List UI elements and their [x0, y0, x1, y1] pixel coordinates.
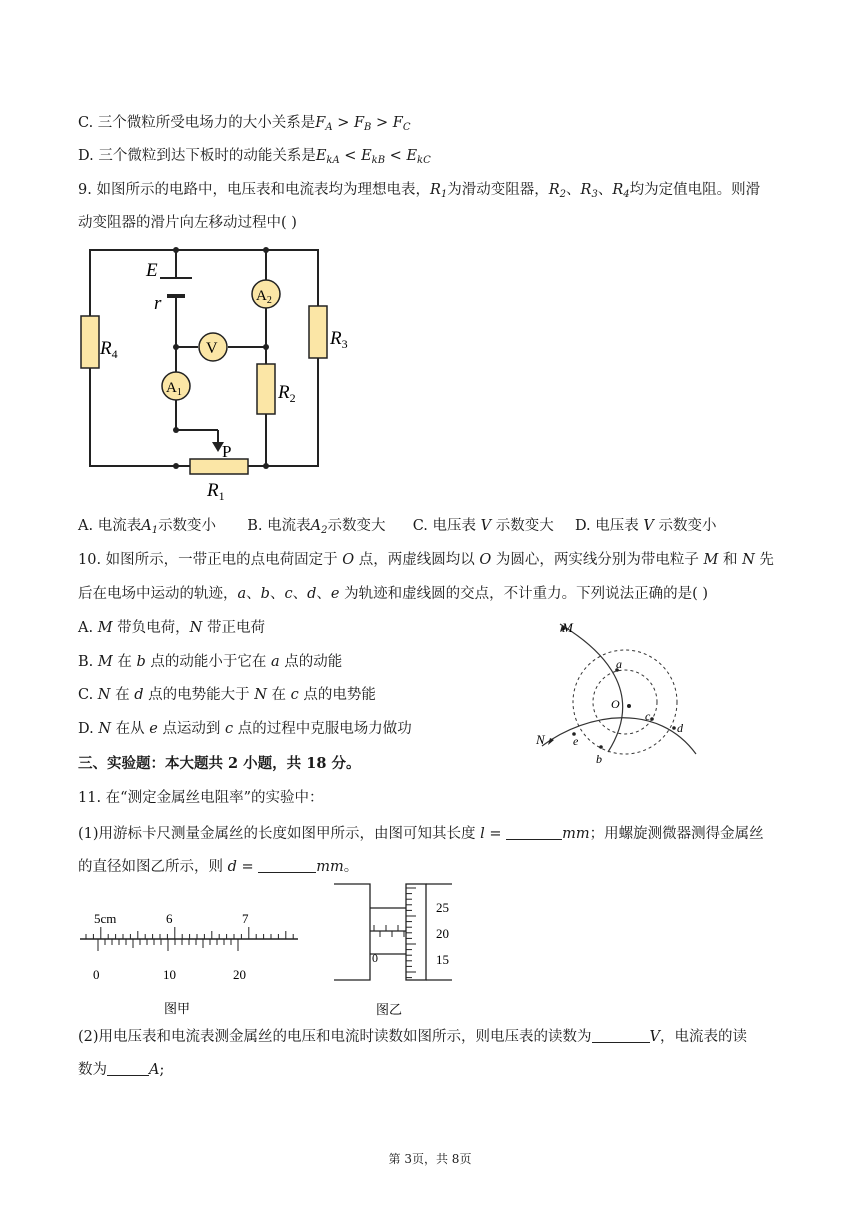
- a2-label: $A_2$: [256, 288, 272, 306]
- q8-option-c: C. 三个微粒所受电场力的大小关系是$F_A > F_B > F_C$: [78, 115, 411, 133]
- svg-text:e: e: [573, 734, 579, 748]
- svg-text:a: a: [616, 657, 622, 671]
- svg-text:c: c: [645, 709, 651, 723]
- q11-part2-line2: 数为 A;: [78, 1062, 165, 1078]
- trajectory-n: [542, 718, 696, 754]
- current-answer-blank[interactable]: [107, 1061, 149, 1076]
- svg-text:15: 15: [436, 952, 449, 967]
- r2-label: $R_2$: [278, 382, 296, 405]
- q8-option-d: D. 三个微粒到达下板时的动能关系是$E_{kA} < E_{kB} < E_{kC}$: [78, 148, 431, 166]
- svg-text:O: O: [611, 697, 620, 711]
- r3-label: $R_3$: [330, 328, 348, 351]
- q9-circuit-diagram: [78, 240, 348, 505]
- a1-label: $A_1$: [166, 380, 182, 398]
- trajectory-m: [560, 624, 623, 752]
- q10-option-c: C. N 在 d 点的电势能大于 N 在 c 点的电势能: [78, 687, 376, 703]
- length-answer-blank[interactable]: [506, 825, 562, 840]
- svg-text:图乙: 图乙: [376, 1002, 403, 1017]
- q10-option-a: A. M 带负电荷，N 带正电荷: [78, 620, 265, 636]
- q10-option-d: D. N 在从 e 点运动到 c 点的过程中克服电场力做功: [78, 721, 412, 737]
- inner-dashed-circle: [593, 670, 657, 734]
- r4-label: $R_4$: [100, 338, 118, 361]
- svg-text:20: 20: [436, 926, 449, 941]
- svg-text:图甲: 图甲: [164, 1001, 191, 1016]
- r1-rheostat: [190, 459, 248, 474]
- micrometer-figure: [330, 880, 470, 1020]
- vernier-caliper-figure: [78, 905, 303, 1020]
- q11-part2-line1: (2)用电压表和电流表测金属丝的电压和电流时读数如图所示，则电压表的读数为 V，电流表的读: [78, 1029, 748, 1045]
- svg-text:0: 0: [93, 967, 100, 982]
- outer-dashed-circle: [573, 650, 677, 754]
- r4-resistor: [81, 316, 99, 368]
- svg-text:7: 7: [242, 911, 249, 926]
- svg-text:10: 10: [163, 967, 176, 982]
- center-charge-dot: [627, 704, 631, 708]
- svg-text:0: 0: [372, 951, 378, 965]
- svg-text:d: d: [677, 721, 683, 735]
- slider-p-label: P: [222, 442, 232, 461]
- q11-part1-line1: (1)用游标卡尺测量金属丝的长度如图甲所示，由图可知其长度 l = mm；用螺旋测微器测得金属丝: [78, 826, 764, 842]
- q11-part1-line2: 的直径如图乙所示，则 d = mm。: [78, 859, 359, 875]
- q9-stem-line1: 9. 如图所示的电路中，电压表和电流表均为理想电表，$R_1$为滑动变阻器，$R_2$、$R_3$、$R_4$均为定值电阻。则滑: [78, 182, 761, 200]
- q9-options: A. 电流表$A_1$示数变小 B. 电流表$A_2$示数变大 C. 电压表 V 示数变大 D. 电压表 V 示数变小: [78, 518, 717, 536]
- section-3-heading: 三、实验题：本大题共 2 小题，共 18 分。: [78, 755, 361, 772]
- svg-text:5cm: 5cm: [94, 911, 117, 926]
- q10-stem-line2: 后在电场中运动的轨迹，a、b、c、d、e 为轨迹和虚线圆的交点，不计重力。下列说法正确的是( ): [78, 586, 708, 602]
- q11-title: 11. 在“测定金属丝电阻率”的实验中：: [78, 790, 324, 806]
- v-label: V: [206, 340, 218, 357]
- r1-label: $R_1$: [207, 480, 225, 503]
- svg-text:25: 25: [436, 900, 449, 915]
- q10-option-b: B. M 在 b 点的动能小于它在 a 点的动能: [78, 654, 343, 670]
- svg-text:N: N: [536, 732, 545, 747]
- r3-resistor: [309, 306, 327, 358]
- q10-field-figure: [528, 612, 708, 772]
- r2-resistor: [257, 364, 275, 414]
- svg-text:b: b: [596, 752, 602, 766]
- emf-label: E: [146, 260, 158, 281]
- q9-stem-line2: 动变阻器的滑片向左移动过程中( ): [78, 215, 297, 231]
- svg-text:M: M: [562, 620, 573, 635]
- page-footer: 第 3页，共 8页: [388, 1152, 472, 1166]
- svg-text:20: 20: [233, 967, 246, 982]
- diameter-answer-blank[interactable]: [258, 858, 316, 873]
- q10-stem-line1: 10. 如图所示，一带正电的点电荷固定于 O 点，两虚线圆均以 O 为圆心，两实线分别为带电粒子 M 和 N 先: [78, 552, 774, 568]
- voltage-answer-blank[interactable]: [592, 1028, 650, 1043]
- internal-resistance-label: r: [154, 293, 162, 314]
- svg-text:6: 6: [166, 911, 173, 926]
